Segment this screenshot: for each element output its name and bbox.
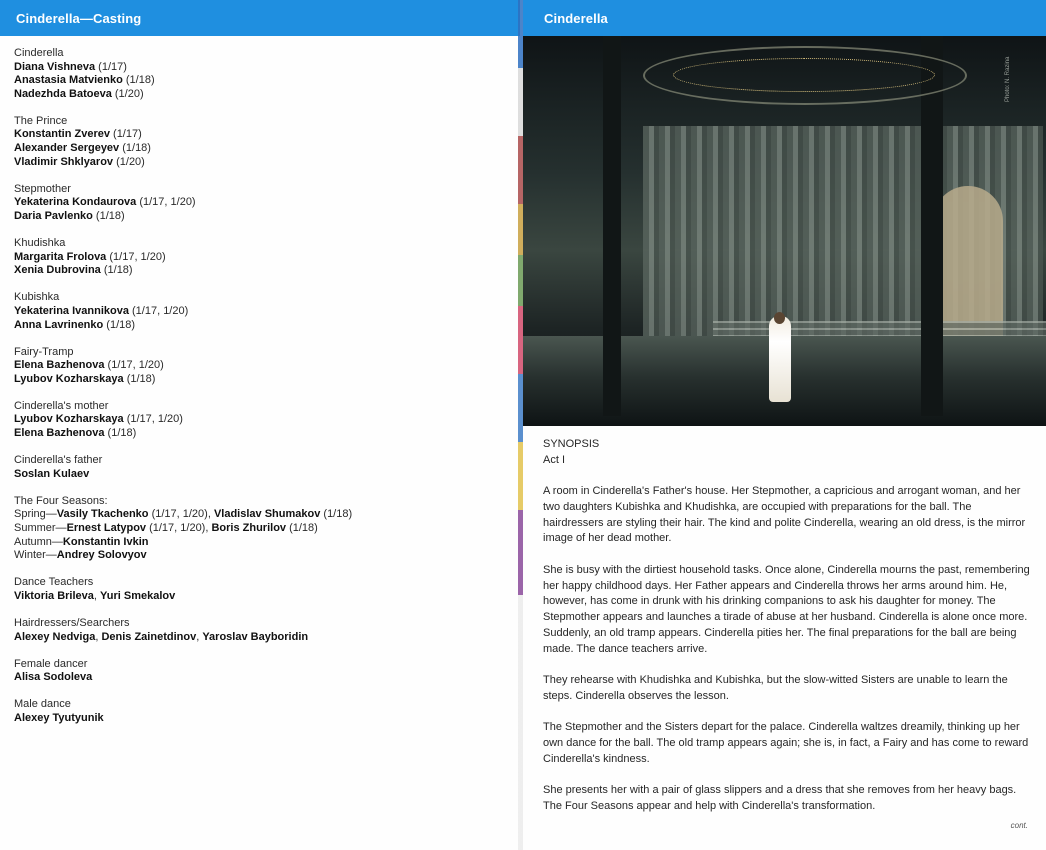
performer-name: Vladislav Shumakov (213, 508, 321, 521)
role-title: Dance Teachers (14, 576, 94, 589)
performance-dates: (1/17) (109, 128, 142, 141)
continued-label: cont. (1010, 821, 1028, 830)
performance-dates: (1/17, 1/20) (128, 304, 189, 317)
performer-name: Alexey Tyutyunik (14, 711, 104, 724)
performance-dates: (1/17, 1/20), (146, 522, 212, 535)
performer-name: Daria Pavlenko (14, 209, 93, 222)
performer-line (14, 142, 514, 156)
performance-dates: (1/18) (286, 522, 318, 535)
performer-name: Xenia Dubrovina (14, 264, 101, 277)
dancer-figure (769, 316, 791, 402)
season-name: Spring— (14, 508, 57, 521)
role-block (14, 454, 514, 481)
performance-dates: (1/18) (119, 142, 151, 155)
photo-credit: Photo: N. Razina (1005, 56, 1011, 102)
performer-name: Yekaterina Ivannikova (14, 304, 129, 317)
season-name: Summer— (14, 522, 67, 535)
role-block (14, 237, 514, 278)
synopsis-label: SYNOPSIS (543, 438, 600, 450)
role-title: Cinderella's father (14, 454, 103, 467)
seasons-list (14, 508, 514, 562)
role-title: Stepmother (14, 182, 71, 195)
performer-line (14, 373, 514, 387)
performer-name: Alexey Nedviga (14, 630, 96, 643)
four-seasons-block (14, 495, 514, 563)
role-title: The Four Seasons: (14, 494, 108, 507)
performer-name: Nadezhda Batoeva (14, 87, 112, 100)
season-line (14, 508, 514, 522)
role-block (14, 346, 514, 387)
role-block (14, 47, 514, 101)
role-title: Cinderella's mother (14, 399, 109, 412)
performer-name: Alexander Sergeyev (14, 142, 120, 155)
performer-name: Yekaterina Kondaurova (14, 196, 137, 209)
dancer-head (774, 312, 785, 324)
stage-photo (523, 36, 1046, 426)
performer-line (14, 590, 514, 604)
performer-name: Diana Vishneva (14, 60, 96, 73)
performer-name: Boris Zhurilov (211, 522, 287, 535)
season-name: Autumn— (14, 535, 63, 548)
performer-name: Lyubov Kozharskaya (14, 372, 124, 385)
performer-name: Yuri Smekalov (100, 589, 176, 602)
performer-name: Yaroslav Bayboridin (202, 630, 309, 643)
performer-name: Elena Bazhenova (14, 427, 105, 440)
season-line (14, 536, 514, 550)
performance-dates: (1/18) (320, 508, 353, 521)
performer-line (14, 359, 514, 373)
performance-dates: (1/20) (113, 155, 145, 168)
performance-dates: (1/17, 1/20) (106, 250, 166, 263)
performance-dates: (1/18) (122, 74, 155, 87)
performer-name: Viktoria Brileva (14, 589, 94, 602)
performer-line (14, 264, 514, 278)
performer-line (14, 210, 514, 224)
performer-name: Vladimir Shklyarov (14, 155, 114, 168)
performer-name: Vasily Tkachenko (56, 508, 149, 521)
synopsis-paragraph: She presents her with a pair of glass slippers and a dress that she removes from her heavy bags. The Four Seasons appear and help with Cinderella's transformation. (543, 784, 1017, 812)
role-block (14, 617, 514, 644)
column-left (603, 36, 621, 416)
role-title: Fairy-Tramp (14, 345, 74, 358)
performer-line (14, 631, 514, 645)
performer-name: Denis Zainetdinov (101, 630, 197, 643)
performance-dates: (1/18) (92, 209, 125, 222)
performer-line (14, 468, 514, 482)
synopsis-page-title: Cinderella (544, 11, 608, 26)
role-title: Kubishka (14, 291, 60, 304)
performer-line (14, 196, 514, 210)
role-block (14, 183, 514, 224)
performer-name: Elena Bazhenova (14, 359, 105, 372)
performance-dates: (1/17, 1/20) (104, 359, 164, 372)
performer-name: Konstantin Ivkin (62, 535, 149, 548)
synopsis-paragraph: The Stepmother and the Sisters depart for the palace. Cinderella waltzes dreamily, thinking up her own dance for the ball. The old tramp appears again; she is, in fact, a Fairy and has come to reward Cinderella's kindness. (543, 721, 1029, 765)
performance-dates: (1/17, 1/20), (148, 508, 214, 521)
performer-line (14, 712, 514, 726)
synopsis-paragraphs (543, 484, 1031, 815)
performer-line (14, 305, 514, 319)
season-line (14, 549, 514, 563)
performance-dates: (1/17) (95, 60, 127, 73)
role-block (14, 400, 514, 441)
performer-name: Anna Lavrinenko (14, 318, 104, 331)
performer-name: Soslan Kulaev (14, 467, 90, 480)
role-title: Khudishka (14, 237, 66, 250)
roles-container (14, 47, 514, 481)
role-block (14, 698, 514, 725)
performance-dates: (1/18) (100, 264, 133, 277)
performer-line (14, 319, 514, 333)
role-title: Male dance (14, 698, 71, 711)
performance-dates: (1/18) (103, 318, 136, 331)
performer-line (14, 156, 514, 170)
groups-container (14, 576, 514, 725)
performance-dates: (1/20) (111, 87, 144, 100)
performer-line (14, 88, 514, 102)
role-block (14, 291, 514, 332)
performer-line (14, 427, 514, 441)
performer-line (14, 61, 514, 75)
performer-name: Margarita Frolova (14, 250, 107, 263)
performer-name: Andrey Solovyov (56, 549, 147, 562)
left-header-bar (0, 0, 520, 36)
performer-line (14, 671, 514, 685)
performer-name: Anastasia Matvienko (14, 74, 123, 87)
left-page (0, 0, 520, 850)
performance-dates: (1/18) (123, 372, 156, 385)
role-title: Female dancer (14, 657, 88, 670)
role-block (14, 658, 514, 685)
performer-name: Alisa Sodoleva (14, 671, 93, 684)
role-block (14, 576, 514, 603)
role-title: The Prince (14, 114, 68, 127)
synopsis-text (543, 437, 1031, 830)
role-title: Hairdressers/Searchers (14, 617, 130, 629)
performer-name: Lyubov Kozharskaya (14, 413, 124, 426)
performer-line (14, 74, 514, 88)
cast-list (14, 47, 514, 739)
chandelier-lights (673, 58, 935, 92)
right-header-bar (523, 0, 1046, 36)
performance-dates: (1/17, 1/20) (123, 413, 183, 426)
name-separator: , (95, 630, 102, 643)
act-label: Act I (543, 453, 566, 466)
name-separator: , (196, 630, 203, 643)
synopsis-paragraph: They rehearse with Khudishka and Kubishka, but the slow-witted Sisters are unable to learn the steps. Cinderella observes the lesson. (543, 674, 1008, 702)
performer-line (14, 251, 514, 265)
name-separator: , (93, 589, 101, 602)
right-page (523, 0, 1046, 850)
role-title: Cinderella (14, 47, 64, 59)
performer-name: Konstantin Zverev (14, 128, 110, 141)
season-line (14, 522, 514, 536)
performer-line (14, 413, 514, 427)
performer-name: Ernest Latypov (66, 522, 147, 535)
role-block (14, 115, 514, 169)
performance-dates: (1/18) (104, 427, 137, 440)
casting-title: Cinderella—Casting (16, 11, 142, 26)
performance-dates: (1/17, 1/20) (136, 196, 196, 209)
performer-line (14, 128, 514, 142)
synopsis-paragraph: A room in Cinderella's Father's house. Her Stepmother, a capricious and arrogant woman, and her two daughters Kubishka and Khudishka, are occupied with preparations for the ball. The hairdressers are styling their hair. The kind and polite Cinderella, wearing an old dress, is the mirror image of her dead mother. (543, 485, 1026, 545)
synopsis-paragraph: She is busy with the dirtiest household tasks. Once alone, Cinderella mourns the past, remembering her happy childhood days. Her Father appears and Cinderella throws her arms around him. He, however, has come in drunk with his drinking companions to ask his daughter for money. The Stepmother appears and launches a tirade of abuse at her husband. Cinderella is alone once more. Suddenly, an old tramp appears. Cinderella pities her. The final preparations for the ball are being made. The dance teachers arrive. (543, 563, 1030, 655)
season-name: Winter— (14, 549, 57, 562)
